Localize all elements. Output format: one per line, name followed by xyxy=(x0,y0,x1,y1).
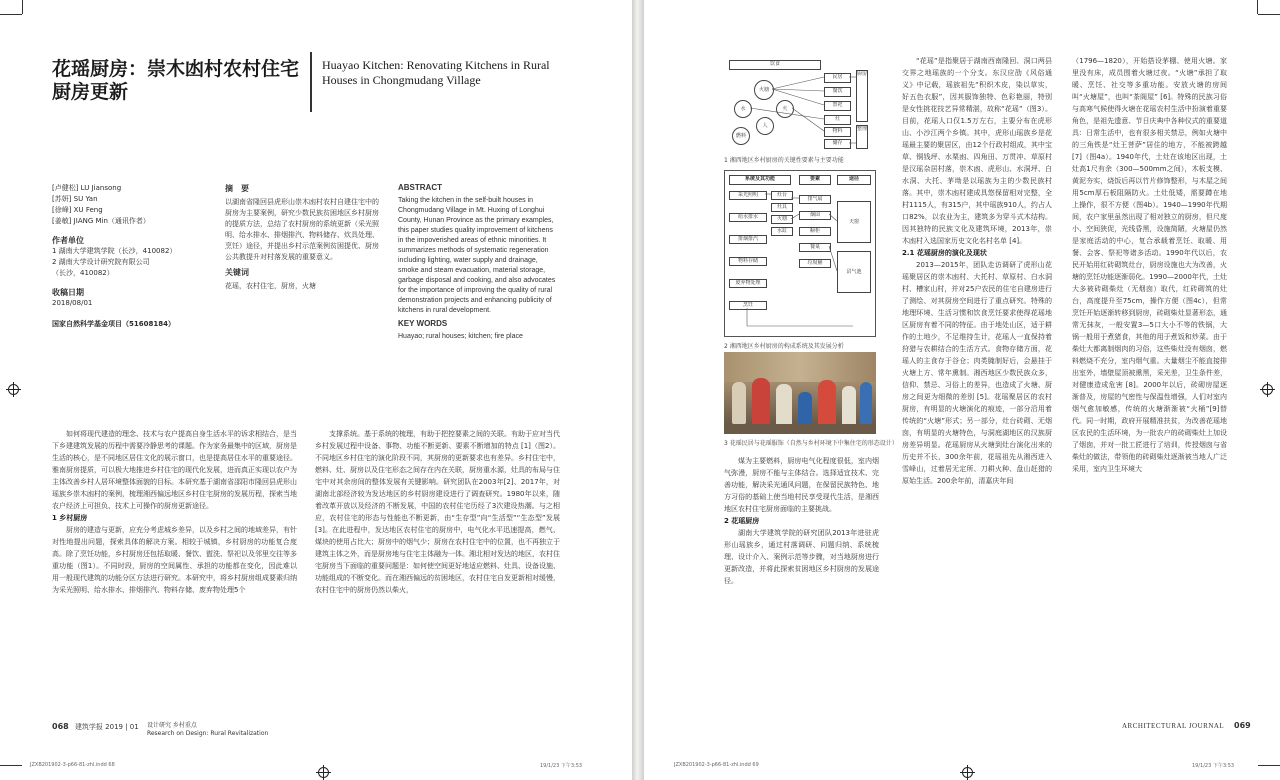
fig2-node: 灶台 xyxy=(771,191,793,200)
crop-mark-icon xyxy=(0,14,22,15)
crop-mark-icon xyxy=(1258,14,1280,15)
keywords-en-label: KEY WORDS xyxy=(398,319,448,328)
fig2-node: 灶具 xyxy=(771,203,793,212)
affiliation-label: 作者单位 xyxy=(52,236,84,245)
affiliation-2: 2 湖南大学设计研究院有限公司 xyxy=(52,258,150,266)
column-4-paragraph: “花瑶”是指聚居于湖南西南隆回、洞口两县交界之地瑶族的一个分支。东汉应劭《风俗通义》中记载，瑶族祖先“积织木皮，染以草实，好五色衣服”，因其服饰独特、色彩艳丽，特别是女性挑花技艺异常精湛，故称“花瑶”（图3）。目前，花瑶人口仅1.5万左右，主要分布在虎形山、小沙江两个乡镇。其中，虎形山瑶族乡是花瑶最主要的聚居区，由12个行政村组成，其中宝草、铜钱坪、水栗凼、四角田、万贯冲、草原村是汉瑶杂居村落，崇木凼、虎形山、水洞坪、白水洞、大托、茅坳是以瑶族为主的少数民族村落。其中，崇木凼村建成具悠保留相对完整，全村1115人，有315户，其中瑶族910人，约占人口82%，以农业为主，建筑多为穿斗式木结构。因其独特的民族文化及建筑环境，2013年，崇木凼村入选国家历史文化名村名单 [4]。 xyxy=(902,57,1052,245)
fig2-node: 烹饪 xyxy=(729,301,767,310)
fig2-node: 给水排水 xyxy=(729,213,767,222)
column-3-paragraph: 煤为主要燃料，厨房电气化程度很低，室内烟气弥漫，厨房不能与主体结合。选择适宜技术、完善功能，解决采光通风问题，在保留民族特色、地方习俗的基础上使当地村民享受现代生活，是湘西地区农村住宅厨房面临的主要挑战。 xyxy=(724,457,879,513)
fig1-node: 厨房 xyxy=(856,70,868,122)
keywords-en-text: Huayao; rural houses; kitchen; fire place xyxy=(398,333,523,340)
crop-mark-icon xyxy=(0,765,22,766)
fig1-node: 储存 xyxy=(824,139,851,149)
abstract-en-text: Taking the kitchen in the self-built houses in Chongmudang Village in Mt. Huxing of Longhui County, Hunan Province as the primary examples, this paper studies quality improvement of kitchens in the impoverished areas of ethnic minorities. It summarizes methods of systematic regeneration including lighting, water supply and drainage, smoke and steam evacuation, material storage, garbage disposal and cooking, and also advocates for the importance of improving the quality of rural demonstration projects and enhancing publicity of kitchens in rural development. xyxy=(398,197,556,314)
abstract-cn-label: 摘 要 xyxy=(225,184,249,193)
left-page xyxy=(0,0,632,780)
figure-1-diagram xyxy=(724,55,874,150)
fig1-node: 水 xyxy=(734,100,752,118)
keywords-cn-text: 花瑶，农村住宅，厨房，火塘 xyxy=(225,282,316,290)
fig1-node: 整理 xyxy=(856,125,868,149)
affiliation-3: （长沙，410082） xyxy=(52,269,114,277)
print-time: 19/1/23 下午3:53 xyxy=(540,763,583,769)
section-1-paragraph: 厨房的建造与更新，应充分考虑城乡差异，以及乡村之间的地域差异，有针对性地提出问题，探索具体的解决方案。相较于城镇，乡村厨房的功能复合度高。除了烹饪功能，乡村厨房还包括取暖、餐饮、盥洗、祭祀以及邻里交往等多重功能（图1）。不同时段，厨房的空间属性、承担的功能都在变化，因此难以用一般现代建筑的功能分区方法进行研究。本研究中，将乡村厨房组成要素归纳为采光照明、给水排水、排烟排汽、物料存储、废弃物处理5个 xyxy=(52,526,297,594)
column-5-paragraph: （1796—1820），开始搭设茅棚、使用火塘。家里没有床，成员围着火塘过夜。“火塘”承担了取暖、烹饪、社交等多重功能。安放火塘的房间叫“火塘屋”，也叫“茶阁屋” [6]。特殊的民族习俗与高寒气候使得火塘在花瑶农村生活中扮演着重要角色，是祖先遗意、节日庆典中各种仪式的重要道具：日常生活中，也有很多相关禁忌，例如火塘中的三角铁是“灶王菩萨”居住的地方，不能被跨越 [7]（图4a）。1940年代，土灶在该地区出现，土灶高1尺有余（300—500mm之间），木板支模、黄泥夯实，烧饭后再以竹片修饰整形，与木屋之间用5cm厚石板阻隔防火。土灶低矮，需要蹲在地上操作，很不方便（图4b）。1940—1990年代期间，农户家里虽然出现了相对独立的厨房，但尺度小、空间狭促，光线昏黑，设施简陋，火塘屋仍然是家庭活动的中心，复合承载着烹饪、取暖、用餐、会客、祭祀等诸多活动。1990年代以后，农民开始用红砖砌筑灶台，厨房设施也大为改善，火塘的烹饪功能逐渐弱化。1990—2000年代，土灶大多被砖砌柴灶（无烟囱）取代，红砖砌筑的灶台，高度提升至75cm，操作方便（图4c），但常烹饪开始逐渐转移到厨房，砖砌柴灶显著形态，通常无抹灰，一般安置3—5口大小不等的铁锅，大锅一般用于煮猪食，其他的用于煮饭和炒菜。由于柴灶大都离制烟肉的习俗，这些柴灶没有烟囱，燃料燃烧不充分，室内烟气重。大量烟尘不能直接排出室外，墙壁屋顶被熏黑，采光差，卫生条件差，对健康造成危害 [8]。2000年以后，砖砌房屋逐渐普及，房屋的气密性与保温性增强，人们对室内烟气愈加敏感，传统的火塘渐渐被“火桶”[9]替代。同一时期，政府开展精准扶贫，为改善花瑶地区农民的生活环境，为一批农户的砖砌柴灶上加设了烟囱，并对一批工匠进行了培训，传授烟囱与省柴灶的做法，带领他的砖砌柴灶逐渐被当地人广泛采用，室内卫生环境大 xyxy=(1072,57,1227,473)
fig1-node: 祭祀 xyxy=(824,101,851,111)
fig2-node: 火塘 xyxy=(771,215,793,224)
abstract-cn-text: 以湖南省隆回县虎形山崇木凼村农村自建住宅中的厨房为主要案例，研究少数民族贫困地区乡村厨房的提质方法，总结了农村厨房的系统更新（采光照明、给水排水、排烟排汽、物料储存、炊具处理、烹饪）途径，并提出乡村示范案例贫困提优、厨房公共教提升对村落发展的重要意义。 xyxy=(225,198,379,261)
author-2: [苏妍] SU Yan xyxy=(52,195,98,203)
fig2-node: 天窗 xyxy=(837,201,871,243)
article-title-en: Huayao Kitchen: Renovating Kitchens in Rural Houses in Chongmudang Village xyxy=(322,58,550,87)
keywords-cn-label: 关键词 xyxy=(225,268,249,277)
title-divider xyxy=(310,52,312,112)
fig2-header: 途径 xyxy=(837,175,871,185)
abstract-en-label: ABSTRACT xyxy=(398,183,442,192)
abstract-en xyxy=(398,183,558,342)
figure-3-photo xyxy=(724,352,876,434)
page-number: 068 xyxy=(52,722,69,731)
fig1-node: 燃料 xyxy=(732,127,750,145)
fig1-node: 人 xyxy=(756,117,774,135)
body-column-2 xyxy=(315,428,560,596)
fig2-node: 烟囱 xyxy=(799,211,831,220)
section-2-1-paragraph: 2013—2015年，团队走访调研了虎形山花瑶聚居区的崇木凼村、大托村、草原村、白水洞村、槽家山村，并对25户农民的住宅自建房进行了测绘、对其厨房空间进行了重点研究。特殊的地理环境、生活习惯和饮食烹饪要求使得花瑶地区厨房有着不同的特征。由于地处山区，适于耕作的土地少，不足维持生计，花瑶人一直保持着狩猎与农耕结合的生活方式。食物存储方面，花瑶人的主食存于谷仓；肉类腌制好后，会悬挂于火塘上方、常年熏制。湘西地区少数民族众多，信仰、禁忌、习俗上的差异，也造成了火塘、厨房之间更为细微的差别 [5]。花瑶聚居区的农村厨房，有明显的火塘演化的痕迹，一部分沿用着传统的“火塘”形式；另一部分，灶台砖砌、无烟囱，有明显的火塘特色，与洞庭湖地区的汉族厨房差异明显。花瑶厨房从火塘到灶台演化出来的历史并不长，300余年前，花瑶祖先从湘西进入雪峰山，过着居无定所、刀耕火种、盘山赶猎的原始生活。200余年前，清嘉庆年间 xyxy=(902,261,1052,485)
fig1-node: 餐饮 xyxy=(824,87,851,97)
fig2-node: 采光照明 xyxy=(729,191,767,200)
intro-paragraph: 如何将现代建造的理念、技术与农户提高自身生活水平的诉求相结合，是当下乡建建筑发展的历程中需要冷静思考的课题。作为家务最集中的区域，厨房是生活的核心，是不同地区居住文化的展示窗口，也是提高居住水平的重要途径。雅南厨房提质，可以极大地推进乡村住宅的现代化发展，进而真正实现以农户为主体改善乡村人居环境整体面貌的目标。本研究基于湖南省邵阳市隆回县虎形山瑶族乡崇木凼村的案例，梳理湘西偏远地区乡村住宅厨房的发展历程，探索当地农户经济上可担负、技术上可操作的厨房更新途径。 xyxy=(52,430,297,510)
fig2-node: 物料存储 xyxy=(729,257,767,266)
fig1-node: 火塘 xyxy=(754,80,774,100)
registration-mark-icon xyxy=(8,384,19,395)
fig2-node: 垃圾桶 xyxy=(799,259,831,268)
fig2-connectors xyxy=(725,171,875,336)
abstract-cn xyxy=(225,183,385,292)
body-column-4 xyxy=(902,55,1052,487)
fig1-node: 饮食 xyxy=(729,60,821,70)
crop-mark-icon xyxy=(1258,765,1280,766)
figure-2-caption: 2 湘西地区乡村厨房的构成系统及其发展分析 xyxy=(724,343,844,350)
column-name-cn: 设计研究 乡村重点 xyxy=(146,722,197,729)
page-footer xyxy=(52,722,268,738)
crop-mark-icon xyxy=(22,0,23,14)
journal-name-en: ARCHITECTURAL JOURNAL xyxy=(1122,722,1225,730)
right-page xyxy=(644,0,1280,780)
page-gutter xyxy=(632,0,644,780)
fig1-node: 火 xyxy=(776,100,794,118)
fig1-node: 民居 xyxy=(824,73,851,83)
fig1-node: 物料 xyxy=(824,127,851,137)
fig2-node: 排烟排汽 xyxy=(729,235,767,244)
section-heading-2: 2 花瑶厨房 xyxy=(724,517,760,525)
fig2-node: 废弃物处理 xyxy=(729,279,767,288)
section-heading-2-1: 2.1 花瑶厨房的演化及现状 xyxy=(902,249,987,257)
fig1-connectors xyxy=(724,55,874,150)
registration-mark-icon xyxy=(318,767,329,778)
received-label: 收稿日期 xyxy=(52,288,84,297)
author-3: [徐峰] XU Feng xyxy=(52,206,103,214)
body-column-5 xyxy=(1072,55,1227,475)
author-block xyxy=(52,183,176,330)
affiliation-1: 1 湖南大学建筑学院（长沙，410082） xyxy=(52,247,177,255)
section-2-paragraph: 湖南大学建筑学院的研究团队2013年进驻虎形山瑶族乡，通过村落调研、问题归纳、系统梳理、设计介入、案例示范等步骤，对当地厨房进行更新改造，并将此探索贫困地区乡村厨房的发展途径。 xyxy=(724,529,879,585)
registration-mark-icon xyxy=(1262,384,1273,395)
article-title-cn: 花瑶厨房：崇木凼村农村住宅厨房更新 xyxy=(52,58,300,103)
print-time-right: 19/1/23 下午3:53 xyxy=(1192,763,1235,769)
section-heading-1: 1 乡村厨房 xyxy=(52,514,88,522)
fig2-node: 水缸 xyxy=(771,227,793,236)
body-column-3 xyxy=(724,455,879,587)
fig2-node: 排气扇 xyxy=(799,195,831,204)
journal-issue: 建筑学报 2019 | 01 xyxy=(74,723,139,731)
print-slug: JZXB201902-3-p66-81-zhl.indd 68 xyxy=(30,762,115,768)
column-name-en: Research on Design: Rural Revitalization xyxy=(146,730,269,737)
fig2-header: 系统及其功能 xyxy=(729,175,791,185)
print-slug-right: JZXB201902-3-p66-81-zhl.indd 69 xyxy=(674,762,759,768)
fig2-node: 沼气池 xyxy=(837,251,871,293)
fig2-header: 要素 xyxy=(799,175,831,185)
registration-mark-icon xyxy=(962,767,973,778)
page-number-right: 069 xyxy=(1234,721,1251,730)
author-4: [姜敏] JIANG Min（通讯作者） xyxy=(52,217,150,225)
figure-1-caption: 1 湘西地区乡村厨房的关键性要素与主要功能 xyxy=(724,157,844,164)
fig2-node: 橱柜 xyxy=(799,227,831,236)
received-date: 2018/08/01 xyxy=(52,299,93,307)
crop-mark-icon xyxy=(1257,0,1258,14)
figure-2-diagram xyxy=(724,170,876,337)
column-2-paragraph: 支撑系统。基于系统的梳理，有助于把控要素之间的关联。有助于应对当代乡村发展过程中设备、事物、功能不断更新、要素不断增加的特点 [1]（图2）。不同地区乡村住宅的演化阶段不同，其厨房的更新要求也有差异。乡村住宅中，燃料、灶、厨房以及住宅形态之间存在内在关联，厨房重水源，灶具的布局与住宅中对其余房间的整体发展有关键影响。研究团队在2003年[2]、2017年，对湖南北部经济较为发达地区的乡村厨房建设进行了调查研究。1980年以来，随着改革开放以及经济的不断发展，中国的农村住宅历经了3次建设热潮。与之相应，农村住宅的形态与性能也不断更新，由“生存型”向“生活型”“生态型”发展 [3]。在此进程中，发达地区农村住宅的厨房中，电气化水平迅速提高，燃气、煤块的使用占比大；厨房中的烟气少；厨房在农村住宅中的位置，也不再独立于建筑主体之外，而是厨房地与住宅主体融为一体。湘北相对发达的地区，农村住宅厨房当下面临的重要问题是：如何使空间更好地适应燃料、灶具、设备设施、功能组成的不断变化。而在湘西偏远的贫困地区，农村住宅自发更新相对缓慢，农村住宅中的厨房仍然以柴火， xyxy=(315,430,560,594)
body-column-1 xyxy=(52,428,297,596)
fig2-node: 餐桌 xyxy=(799,243,831,252)
fig1-node: 灶 xyxy=(824,115,851,125)
author-1: [卢健松] LU Jiansong xyxy=(52,184,122,192)
figure-3-caption: 3 花瑶民居与花瑶服饰（自然与乡村环境下中集住宅的形态设计） xyxy=(724,440,898,447)
fund-info: 国家自然科学基金项目（51608184） xyxy=(52,320,175,328)
